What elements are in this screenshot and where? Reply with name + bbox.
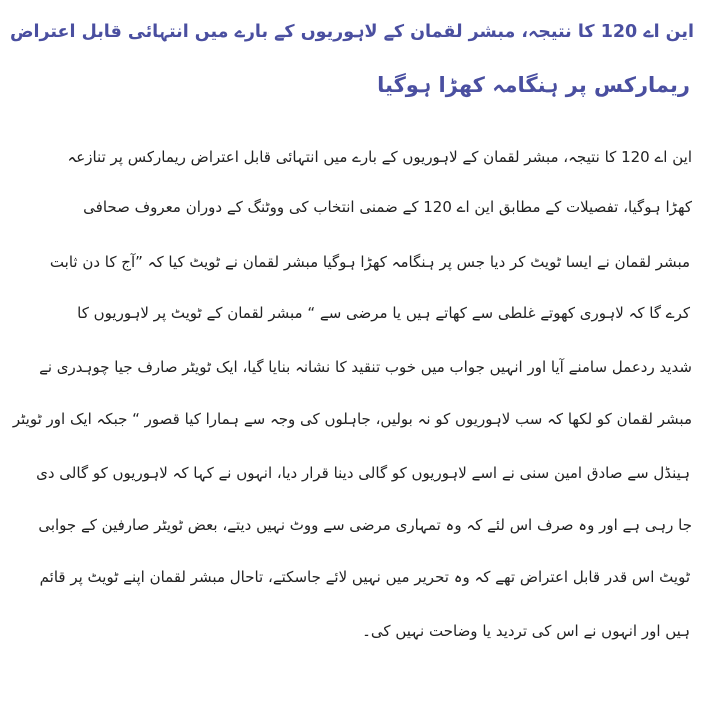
body-line-5: شدید ردعمل سامنے آیا اور انہیں جواب میں خوب تنقید کا نشانہ بنایا گیا، ایک ٹویٹر صارف جیا چوہدری نے	[39, 358, 692, 376]
body-line-10: ہیں اور انہوں نے اس کی تردید یا وضاحت نہیں کی۔	[362, 622, 690, 640]
headline-line-2: ریمارکس پر ہنگامہ کھڑا ہوگیا	[377, 73, 690, 97]
body-line-2: کھڑا ہوگیا، تفصیلات کے مطابق این اے 120 کے ضمنی انتخاب کی ووٹنگ کے دوران معروف صحافی	[83, 198, 692, 216]
body-line-3: مبشر لقمان نے ایسا ٹویٹ کر دیا جس پر ہنگامہ کھڑا ہوگیا مبشر لقمان نے ٹویٹ کیا کہ ”آج کا دن ثابت	[49, 253, 690, 271]
body-line-1: این اے 120 کا نتیجہ، مبشر لقمان کے لاہوریوں کے بارے میں انتہائی قابل اعتراض ریمارکس پر تنازعہ	[67, 148, 692, 166]
headline-line-1: این اے 120 کا نتیجہ، مبشر لقمان کے لاہوریوں کے بارے میں انتہائی قابل اعتراض	[9, 22, 694, 42]
body-line-7: ہینڈل سے صادق امین سنی نے اسے لاہوریوں کو گالی دینا قرار دیا، انہوں نے کہا کہ لاہوریوں کو گالی دی	[36, 464, 690, 482]
body-line-8: جا رہی ہے اور وہ صرف اس لئے کہ وہ تمہاری مرضی سے ووٹ نہیں دیتے، بعض ٹویٹر صارفین کے جوابی	[38, 516, 692, 534]
body-line-6: مبشر لقمان کو لکھا کہ سب لاہوریوں کو نہ بولیں، جاہلوں کی وجہ سے ہمارا کیا قصور “ جبکہ ایک اور ٹویٹر	[12, 410, 692, 428]
body-line-4: کرے گا کہ لاہوری کھوتے غلطی سے کھاتے ہیں یا مرضی سے “ مبشر لقمان کے ٹویٹ پر لاہوریوں کا	[77, 304, 690, 322]
body-line-9: ٹویٹ اس قدر قابل اعتراض تھے کہ وہ تحریر میں نہیں لائے جاسکتے، تاحال مبشر لقمان اپنے ٹویٹ پر قائم	[39, 568, 690, 586]
